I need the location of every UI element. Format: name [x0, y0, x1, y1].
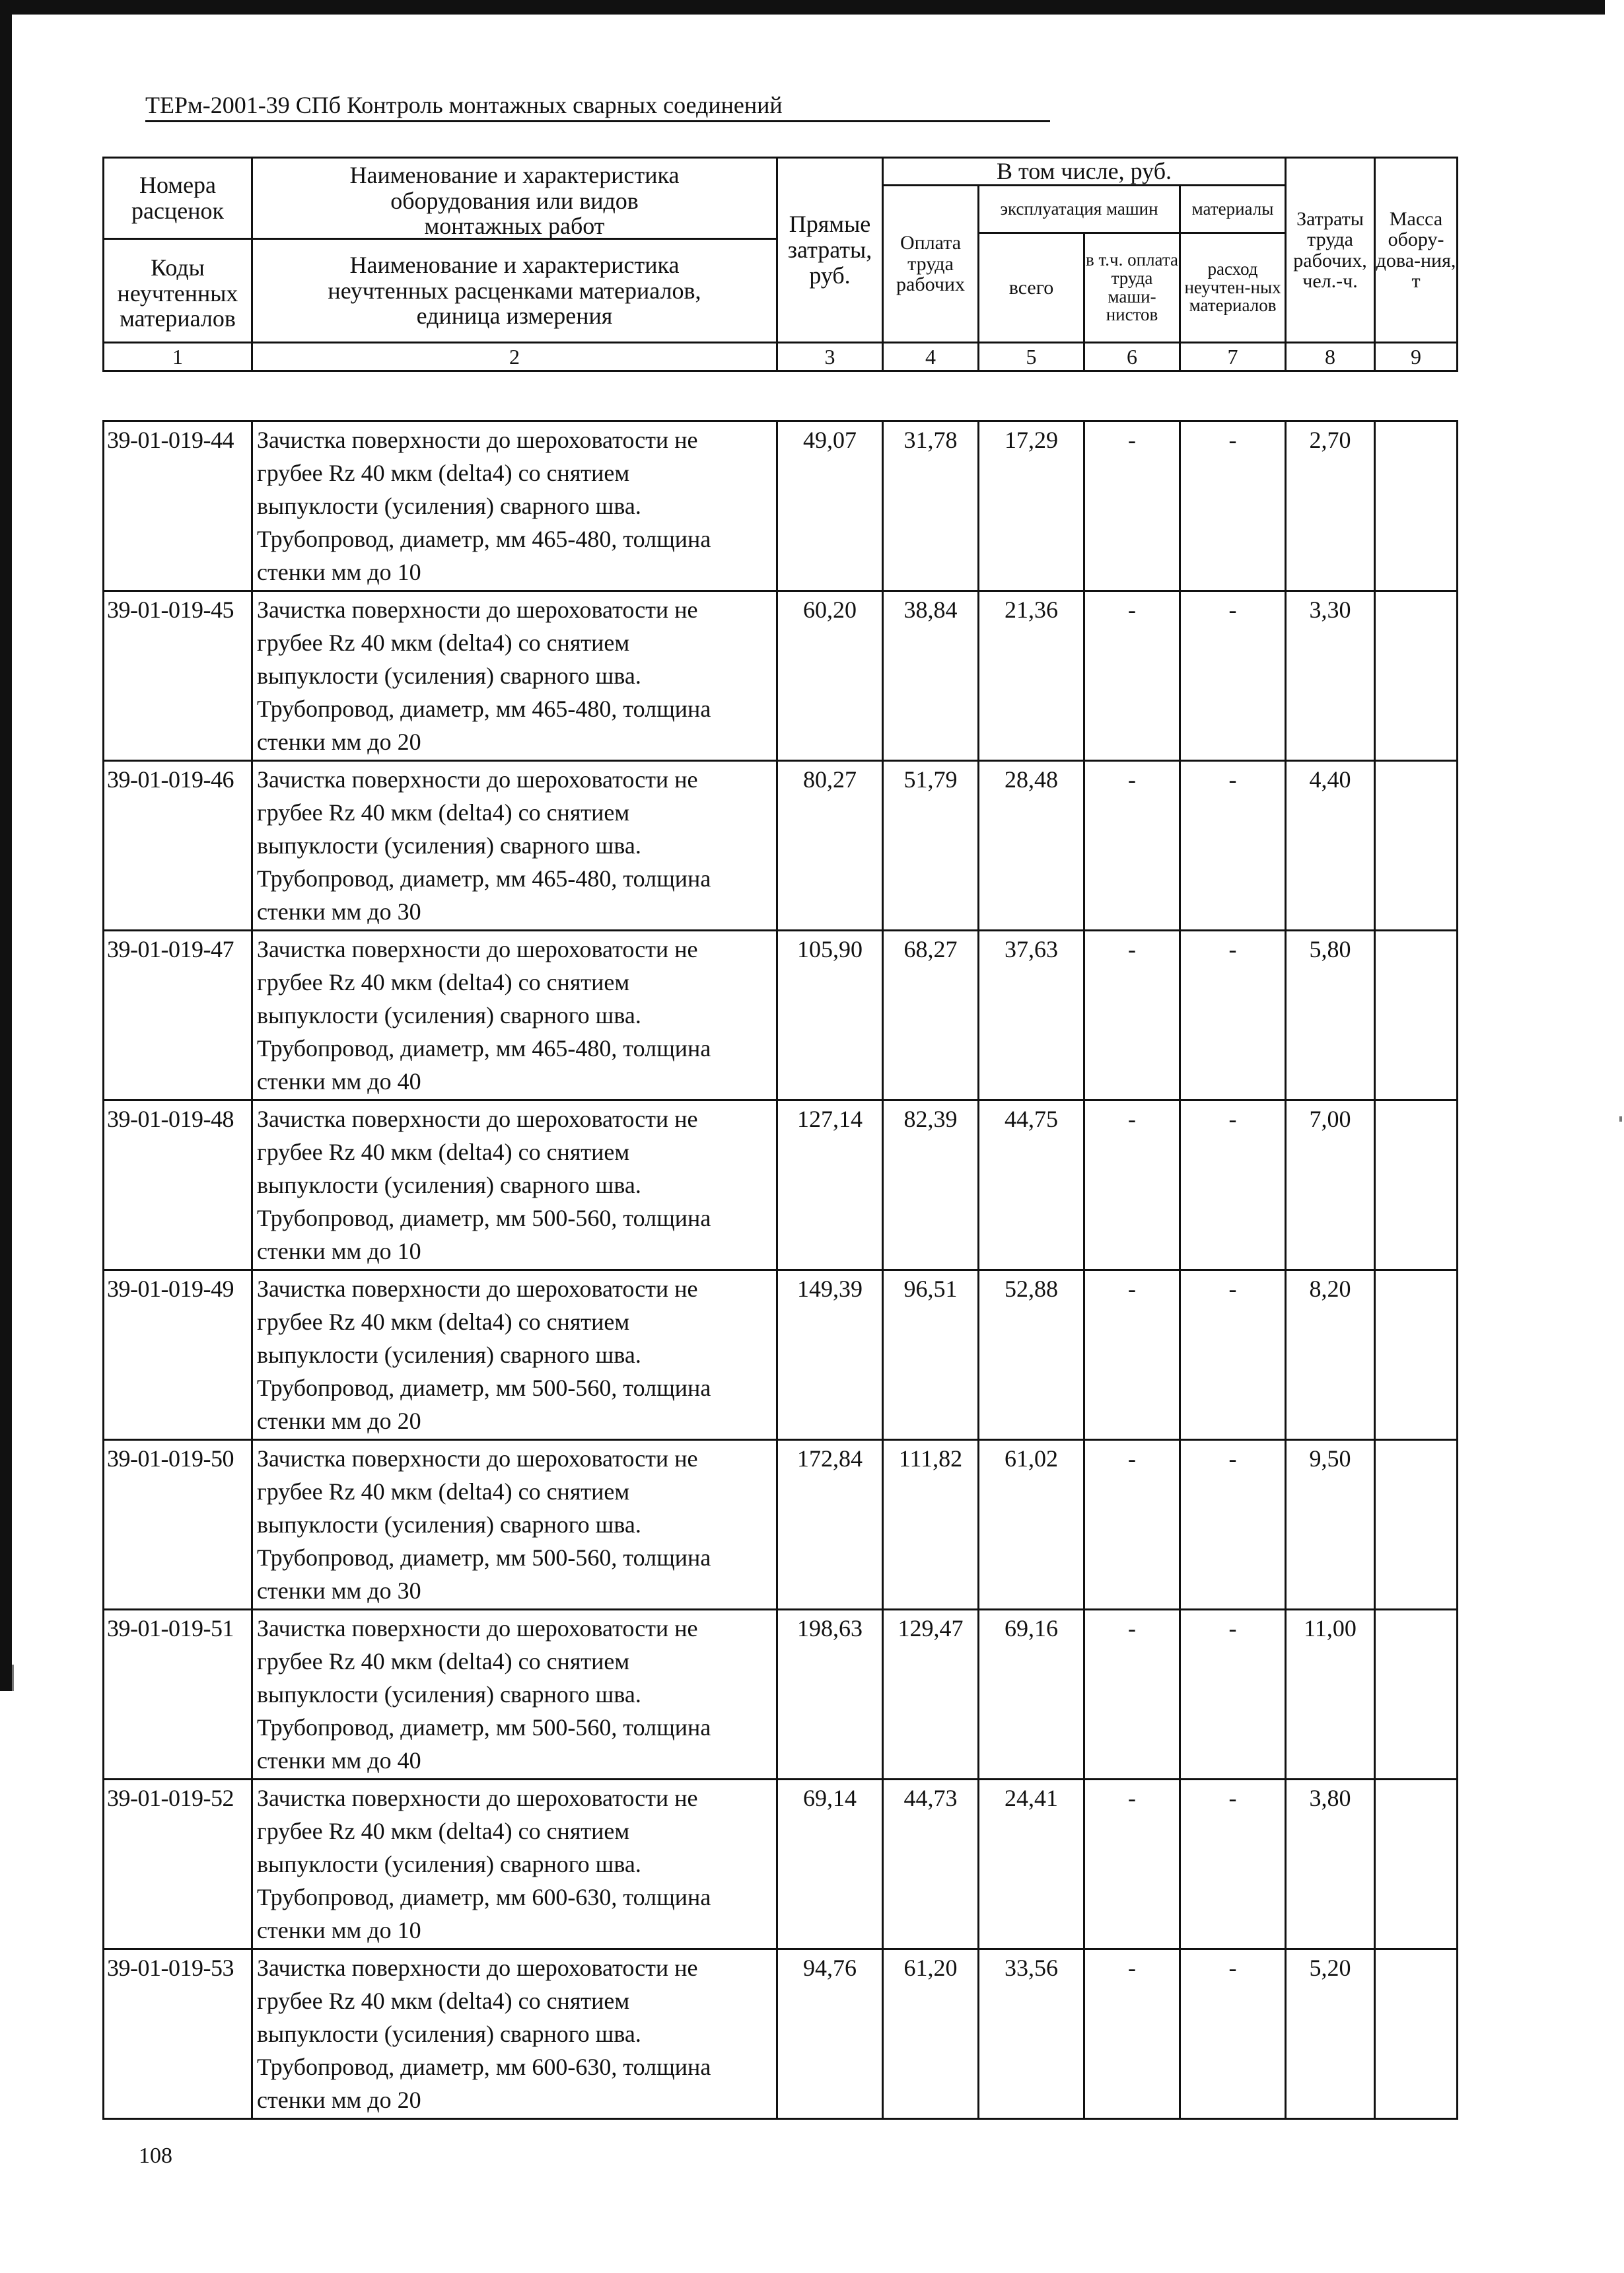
- equipment-mass: [1375, 761, 1458, 931]
- description-line: Зачистка поверхности до шероховатости не: [257, 1955, 698, 1981]
- materials-group-header: материалы: [1180, 186, 1286, 233]
- description-line: Трубопровод, диаметр, мм 500-560, толщина: [257, 1714, 711, 1741]
- equipment-mass: [1375, 421, 1458, 591]
- description-line: стенки мм до 40: [257, 1068, 421, 1095]
- description-line: Трубопровод, диаметр, мм 600-630, толщина: [257, 2054, 711, 2080]
- labor-cost: 96,51: [883, 1270, 979, 1440]
- description-line: Зачистка поверхности до шероховатости не: [257, 1106, 698, 1132]
- labor-hours: 3,30: [1286, 591, 1375, 761]
- equipment-mass: [1375, 1949, 1458, 2119]
- description-line: Зачистка поверхности до шероховатости не: [257, 1276, 698, 1302]
- unaccounted-materials: -: [1180, 761, 1286, 931]
- description-line: Трубопровод, диаметр, мм 465-480, толщина: [257, 865, 711, 892]
- col4-header: Оплата труда рабочих: [883, 186, 979, 343]
- description-line: выпуклости (усиления) сварного шва.: [257, 1681, 641, 1708]
- operator-labor-cost: -: [1084, 931, 1180, 1100]
- col1-bottom-label: Коды неучтенных материалов: [117, 254, 238, 332]
- operator-labor-cost: -: [1084, 1270, 1180, 1440]
- equipment-mass: [1375, 591, 1458, 761]
- labor-hours: 5,80: [1286, 931, 1375, 1100]
- equipment-mass: [1375, 1440, 1458, 1610]
- machine-cost: 52,88: [979, 1270, 1084, 1440]
- col7-header: расход неучтен-ных материалов: [1180, 233, 1286, 343]
- description-line: выпуклости (усиления) сварного шва.: [257, 1511, 641, 1538]
- rate-code: 39-01-019-47: [104, 931, 252, 1100]
- description-line: Трубопровод, диаметр, мм 465-480, толщина: [257, 526, 711, 552]
- col-number-5: 5: [979, 343, 1084, 371]
- col-number-8: 8: [1286, 343, 1375, 371]
- rate-code: 39-01-019-48: [104, 1100, 252, 1270]
- machine-cost: 24,41: [979, 1780, 1084, 1949]
- col2-bottom-label: Наименование и характеристика неучтенных расценками материалов, единица измерения: [328, 251, 701, 330]
- direct-cost: 105,90: [777, 931, 883, 1100]
- equipment-mass: [1375, 1270, 1458, 1440]
- description-line: Трубопровод, диаметр, мм 500-560, толщина: [257, 1205, 711, 1231]
- direct-cost: 49,07: [777, 421, 883, 591]
- machine-cost: 17,29: [979, 421, 1084, 591]
- description-line: выпуклости (усиления) сварного шва.: [257, 832, 641, 859]
- rate-code: 39-01-019-44: [104, 421, 252, 591]
- labor-cost: 111,82: [883, 1440, 979, 1610]
- description-line: стенки мм до 20: [257, 2087, 421, 2113]
- col-number-1: 1: [104, 343, 252, 371]
- col2-header: [252, 158, 777, 343]
- description-line: грубее Rz 40 мкм (delta4) со снятием: [257, 630, 630, 656]
- description-line: грубее Rz 40 мкм (delta4) со снятием: [257, 969, 630, 995]
- description-line: стенки мм до 40: [257, 1747, 421, 1774]
- labor-cost: 82,39: [883, 1100, 979, 1270]
- rate-description: [252, 421, 777, 591]
- description-line: Зачистка поверхности до шероховатости не: [257, 596, 698, 623]
- rate-description: [252, 1949, 777, 2119]
- col-number-7: 7: [1180, 343, 1286, 371]
- col2-top-label: Наименование и характеристика оборудования или видов монтажных работ: [349, 161, 680, 240]
- description-line: стенки мм до 30: [257, 1577, 421, 1604]
- table-row: [104, 931, 1458, 1100]
- title-underline: [145, 120, 1050, 122]
- machine-cost: 21,36: [979, 591, 1084, 761]
- labor-cost: 44,73: [883, 1780, 979, 1949]
- operator-labor-cost: -: [1084, 1610, 1180, 1780]
- unaccounted-materials: -: [1180, 1949, 1286, 2119]
- description-line: грубее Rz 40 мкм (delta4) со снятием: [257, 1478, 630, 1505]
- description-line: Трубопровод, диаметр, мм 500-560, толщина: [257, 1544, 711, 1571]
- col-number-9: 9: [1375, 343, 1458, 371]
- labor-cost: 31,78: [883, 421, 979, 591]
- direct-cost: 94,76: [777, 1949, 883, 2119]
- labor-cost: 51,79: [883, 761, 979, 931]
- labor-hours: 5,20: [1286, 1949, 1375, 2119]
- labor-hours: 3,80: [1286, 1780, 1375, 1949]
- description-line: Зачистка поверхности до шероховатости не: [257, 766, 698, 793]
- col3-header: Прямые затраты, руб.: [777, 158, 883, 343]
- description-line: Зачистка поверхности до шероховатости не: [257, 1445, 698, 1472]
- labor-hours: 9,50: [1286, 1440, 1375, 1610]
- description-line: Зачистка поверхности до шероховатости не: [257, 427, 698, 453]
- equipment-mass: [1375, 1780, 1458, 1949]
- column-header-table: [102, 157, 1458, 372]
- table-row: [104, 591, 1458, 761]
- description-line: грубее Rz 40 мкм (delta4) со снятием: [257, 460, 630, 486]
- unaccounted-materials: -: [1180, 931, 1286, 1100]
- description-line: Трубопровод, диаметр, мм 600-630, толщина: [257, 1884, 711, 1910]
- table-row: [104, 1949, 1458, 2119]
- col1-top-label: Номера расценок: [131, 172, 224, 224]
- col5-header: всего: [979, 233, 1084, 343]
- rate-description: [252, 931, 777, 1100]
- labor-hours: 4,40: [1286, 761, 1375, 931]
- machine-cost: 37,63: [979, 931, 1084, 1100]
- group-header: В том числе, руб.: [883, 158, 1286, 186]
- description-line: грубее Rz 40 мкм (delta4) со снятием: [257, 1139, 630, 1165]
- col-number-3: 3: [777, 343, 883, 371]
- unaccounted-materials: -: [1180, 1440, 1286, 1610]
- rates-table: [102, 420, 1458, 2120]
- description-line: Трубопровод, диаметр, мм 465-480, толщина: [257, 1035, 711, 1062]
- labor-cost: 61,20: [883, 1949, 979, 2119]
- scan-speck: [1619, 1116, 1622, 1122]
- description-line: стенки мм до 20: [257, 729, 421, 755]
- machine-cost: 28,48: [979, 761, 1084, 931]
- labor-cost: 38,84: [883, 591, 979, 761]
- description-line: грубее Rz 40 мкм (delta4) со снятием: [257, 1988, 630, 2014]
- page-title: ТЕРм-2001-39 СПб Контроль монтажных сварных соединений: [145, 92, 783, 118]
- operator-labor-cost: -: [1084, 1780, 1180, 1949]
- operator-labor-cost: -: [1084, 1100, 1180, 1270]
- rate-description: [252, 591, 777, 761]
- description-line: Зачистка поверхности до шероховатости не: [257, 1785, 698, 1811]
- direct-cost: 127,14: [777, 1100, 883, 1270]
- col-number-4: 4: [883, 343, 979, 371]
- col6-header: в т.ч. оплата труда маши-нистов: [1084, 233, 1180, 343]
- rate-code: 39-01-019-52: [104, 1780, 252, 1949]
- unaccounted-materials: -: [1180, 421, 1286, 591]
- description-line: Зачистка поверхности до шероховатости не: [257, 1615, 698, 1642]
- description-line: выпуклости (усиления) сварного шва.: [257, 493, 641, 519]
- machine-cost: 69,16: [979, 1610, 1084, 1780]
- table-row: [104, 1440, 1458, 1610]
- description-line: Трубопровод, диаметр, мм 500-560, толщина: [257, 1375, 711, 1401]
- description-line: грубее Rz 40 мкм (delta4) со снятием: [257, 1309, 630, 1335]
- rate-code: 39-01-019-45: [104, 591, 252, 761]
- rate-description: [252, 1780, 777, 1949]
- unaccounted-materials: -: [1180, 591, 1286, 761]
- rate-description: [252, 1610, 777, 1780]
- rate-description: [252, 1440, 777, 1610]
- description-line: стенки мм до 10: [257, 1917, 421, 1943]
- operator-labor-cost: -: [1084, 1949, 1180, 2119]
- col8-header: Затраты труда рабочих, чел.-ч.: [1286, 158, 1375, 343]
- scan-left-border: [0, 0, 12, 1691]
- operator-labor-cost: -: [1084, 421, 1180, 591]
- equipment-mass: [1375, 1100, 1458, 1270]
- description-line: выпуклости (усиления) сварного шва.: [257, 2021, 641, 2047]
- rate-code: 39-01-019-53: [104, 1949, 252, 2119]
- equipment-mass: [1375, 931, 1458, 1100]
- unaccounted-materials: -: [1180, 1610, 1286, 1780]
- table-row: [104, 1780, 1458, 1949]
- machine-cost: 33,56: [979, 1949, 1084, 2119]
- labor-hours: 11,00: [1286, 1610, 1375, 1780]
- description-line: Трубопровод, диаметр, мм 465-480, толщина: [257, 696, 711, 722]
- rate-code: 39-01-019-49: [104, 1270, 252, 1440]
- machine-cost: 44,75: [979, 1100, 1084, 1270]
- page-number: 108: [139, 2144, 172, 2168]
- direct-cost: 149,39: [777, 1270, 883, 1440]
- direct-cost: 60,20: [777, 591, 883, 761]
- rate-code: 39-01-019-51: [104, 1610, 252, 1780]
- description-line: стенки мм до 10: [257, 559, 421, 585]
- scan-top-border: [0, 0, 1605, 15]
- machine-cost: 61,02: [979, 1440, 1084, 1610]
- description-line: грубее Rz 40 мкм (delta4) со снятием: [257, 1818, 630, 1844]
- description-line: Зачистка поверхности до шероховатости не: [257, 936, 698, 962]
- operator-labor-cost: -: [1084, 1440, 1180, 1610]
- equipment-mass: [1375, 1610, 1458, 1780]
- rate-description: [252, 1270, 777, 1440]
- direct-cost: 172,84: [777, 1440, 883, 1610]
- scan-speck: [12, 1665, 14, 1691]
- table-row: [104, 761, 1458, 931]
- unaccounted-materials: -: [1180, 1270, 1286, 1440]
- table-row: [104, 1100, 1458, 1270]
- unaccounted-materials: -: [1180, 1100, 1286, 1270]
- description-line: стенки мм до 20: [257, 1408, 421, 1434]
- description-line: выпуклости (усиления) сварного шва.: [257, 1342, 641, 1368]
- direct-cost: 69,14: [777, 1780, 883, 1949]
- col9-header: Масса обору-дова-ния, т: [1375, 158, 1458, 343]
- description-line: выпуклости (усиления) сварного шва.: [257, 1002, 641, 1028]
- operator-labor-cost: -: [1084, 761, 1180, 931]
- description-line: грубее Rz 40 мкм (delta4) со снятием: [257, 1648, 630, 1675]
- col1-header: [104, 158, 252, 343]
- labor-hours: 7,00: [1286, 1100, 1375, 1270]
- rate-code: 39-01-019-46: [104, 761, 252, 931]
- description-line: выпуклости (усиления) сварного шва.: [257, 1172, 641, 1198]
- description-line: грубее Rz 40 мкм (delta4) со снятием: [257, 799, 630, 826]
- machines-group-header: эксплуатация машин: [979, 186, 1180, 233]
- col-number-6: 6: [1084, 343, 1180, 371]
- direct-cost: 198,63: [777, 1610, 883, 1780]
- labor-hours: 8,20: [1286, 1270, 1375, 1440]
- description-line: выпуклости (усиления) сварного шва.: [257, 1851, 641, 1877]
- labor-cost: 68,27: [883, 931, 979, 1100]
- labor-cost: 129,47: [883, 1610, 979, 1780]
- col-number-2: 2: [252, 343, 777, 371]
- rate-description: [252, 1100, 777, 1270]
- unaccounted-materials: -: [1180, 1780, 1286, 1949]
- table-row: [104, 1270, 1458, 1440]
- rate-description: [252, 761, 777, 931]
- labor-hours: 2,70: [1286, 421, 1375, 591]
- description-line: выпуклости (усиления) сварного шва.: [257, 663, 641, 689]
- direct-cost: 80,27: [777, 761, 883, 931]
- description-line: стенки мм до 30: [257, 898, 421, 925]
- description-line: стенки мм до 10: [257, 1238, 421, 1264]
- table-row: [104, 1610, 1458, 1780]
- rate-code: 39-01-019-50: [104, 1440, 252, 1610]
- table-row: [104, 421, 1458, 591]
- operator-labor-cost: -: [1084, 591, 1180, 761]
